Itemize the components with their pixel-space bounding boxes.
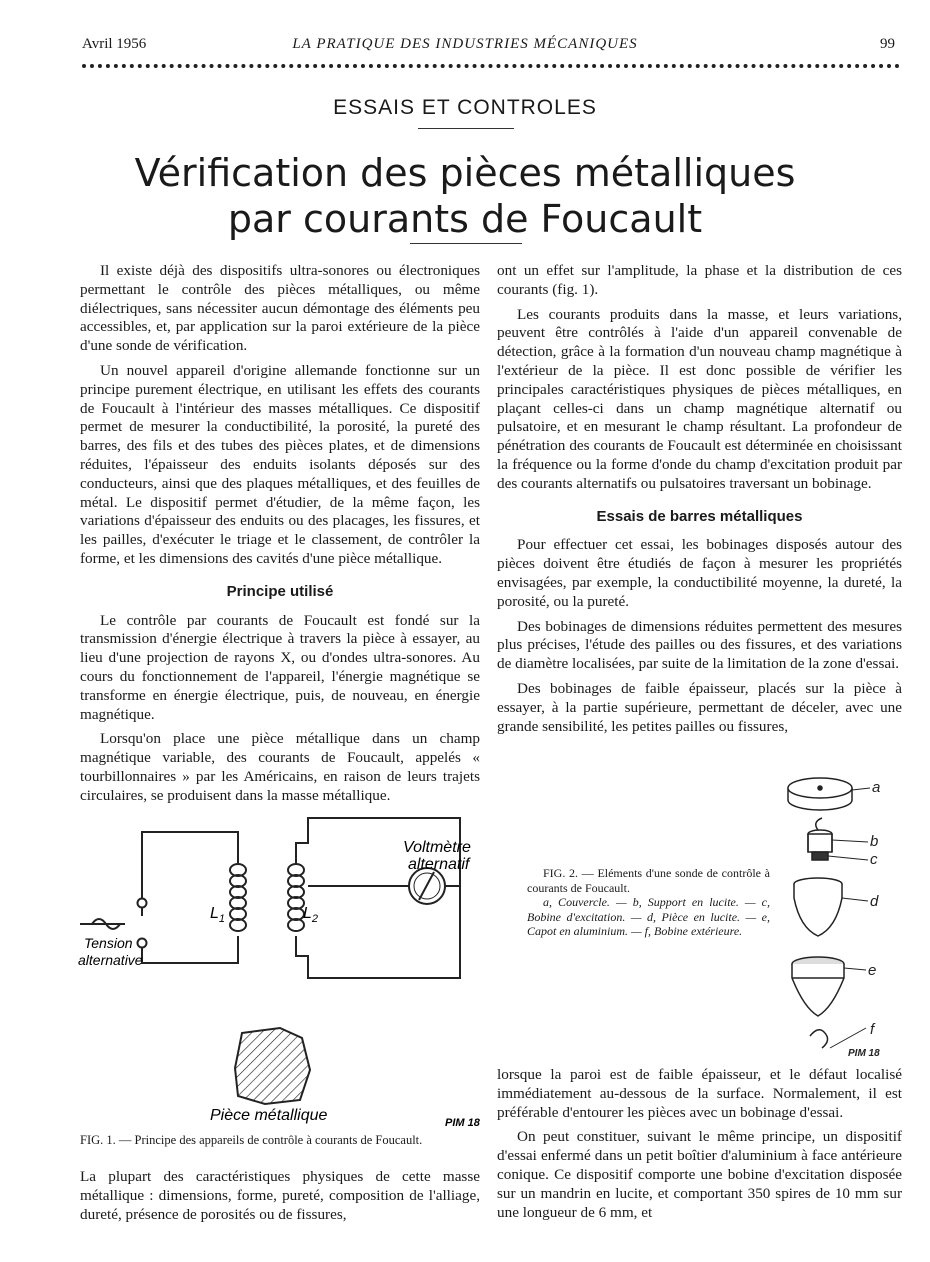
caption-prefix: FIG. 1. — [80, 1133, 132, 1147]
section-title: ESSAIS ET CONTROLES [333, 96, 597, 119]
article-title [0, 150, 930, 242]
paragraph: Lorsqu'on place une pièce métallique dans un champ magnétique variable, des courants de Foucault, appelés « tourbillonnaires » par les Américains, en raison de leurs trajets circulaires, se produisent dans la masse métallique. [80, 730, 480, 804]
label-l2: $L_2$ [303, 905, 319, 925]
probe-cover [788, 778, 852, 810]
caption-prefix: FIG. 2. — [543, 866, 594, 880]
primary-wire-bottom [142, 936, 238, 963]
left-column [80, 262, 480, 812]
secondary-wire-bottom [296, 886, 460, 978]
coil-l1 [230, 864, 246, 931]
paragraph: On peut constituer, suivant le même principe, un dispositif d'essai enfermé dans un petit boîtier d'aluminium à face antérieure conique. Ce dispositif comporte une bobine d'excitation disposée sur un mandrin en lucite, et comportant 350 spires de 10 mm sur une longueur de 6 mm, et [497, 1128, 902, 1221]
figure-1-caption [80, 1133, 480, 1148]
figure-1-ref: PIM 18 [445, 1117, 480, 1128]
section-underline [418, 128, 514, 129]
paragraph: Des bobinages de dimensions réduites permettent des mesures plus précises, l'étude des pailles ou des fissures, et des variations de diamètre localisées, par suite de la limitation de la zone d'essai. [497, 617, 902, 673]
label-tension-2: alternative [78, 952, 143, 968]
label-b: b [870, 833, 879, 850]
label-voltmeter-1: Voltmètre [403, 839, 471, 856]
label-l1: $L_1$ [210, 905, 226, 925]
label-voltmeter-2: alternatif [408, 856, 470, 873]
ac-source-icon [80, 919, 125, 929]
paragraph: Un nouvel appareil d'origine allemande fonctionne sur un principe purement électrique, en utilisant les effets des courants de Foucault à l'intérieur des masses métalliques. Ce dispositif permet de mesurer la conductibilité, la porosité, la pureté des barres, des fils et des tubes des pièces plates, et de dimensions réduites, l'épaisseur des enduits isolants déposés sur des conducteurs, ainsi que des plaques métalliques, et des feuilles de métal. Le dispositif permet d'étudier, de la même façon, les variations d'épaisseur des enduits ou des placages, les fissures, et les pailles, d'exécuter le triage et le classement, de contrôler la forme, et les dimensions des cavités d'une pièce métallique. [80, 361, 480, 567]
label-e: e [868, 962, 877, 979]
label-tension-1: Tension [84, 935, 133, 951]
right-column-continued [497, 1066, 902, 1228]
label-c: c [870, 851, 878, 868]
probe-aluminium-cap [792, 957, 844, 1016]
article-title-line-1: Vérification des pièces métalliques [134, 151, 796, 195]
header-journal-title: LA PRATIQUE DES INDUSTRIES MÉCANIQUES [292, 36, 638, 52]
paragraph: Pour effectuer cet essai, les bobinages disposés autour des pièces doivent être étudiés de façon à mesurer les propriétés envisagées, par exemple, la conductibilité moyenne, la dureté, la porosité, ou la pureté. [497, 536, 902, 610]
figure-2-caption [527, 866, 770, 939]
header-page-number: 99 [880, 36, 895, 52]
header-dotted-rule [82, 64, 900, 68]
probe-support-coil [808, 818, 832, 860]
figure-2-legend: a, Couvercle. — b, Support en lucite. — c, Bobine d'excitation. — d, Pièce en lucite. — e, Capot en aluminium. — f, Bobine extérieure. [527, 895, 770, 938]
metal-piece-shape [235, 1028, 310, 1104]
label-a: a [872, 779, 881, 796]
header-date: Avril 1956 [82, 36, 147, 52]
caption-text: Eléments d'une sonde de contrôle à courants de Foucault. [527, 866, 771, 895]
paragraph: La plupart des caractéristiques physiques de cette masse métallique : dimensions, forme, pureté, composition de l'alliage, dureté, présence de porosités ou de fissures, [80, 1168, 480, 1223]
paragraph: Le contrôle par courants de Foucault est fondé sur la transmission d'énergie électrique à travers la pièce à essayer, au lieu d'une projection de rayons X, ou d'ondes ultra-sonores. Au cours du fonctionnement de l'appareil, l'énergie magnétique se transforme en énergie électrique, puis, de nouveau, en énergie magnétique. [80, 611, 480, 723]
primary-wire-top [142, 832, 238, 903]
probe-external-coil [810, 1030, 828, 1048]
paragraph: Des bobinages de faible épaisseur, placés sur la pièce à essayer, à la partie supérieure, permettant de déceler, avec une grande sensibilité, les petites pailles ou fissures, [497, 679, 902, 735]
paragraph: lorsque la paroi est de faible épaisseur, et le défaut localisé immédiatement au-dessous de la surface. Normalement, il est préférable d'entourer les pièces avec un bobinage d'essai. [497, 1066, 902, 1121]
paragraph: Les courants produits dans la masse, et leurs variations, peuvent être contrôlés à l'aide d'un appareil convenable de détection, grâce à la formation d'un nouveau champ magnétique à l'extérieur de la pièce. Il est donc possible de vérifier les principales caractéristiques physiques de pièces métalliques, en plaçant celles-ci dans un champ magnétique alternatif ou pulsatoire, et en mesurant le champ résultant. La profondeur de pénétration des courants de Foucault est déterminée en choisissant la fréquence ou la forme d'onde du champ d'excitation produit par des courants alternatifs ou pulsatoires traversant un bobinage. [497, 305, 902, 492]
left-column-continued [80, 1168, 480, 1230]
label-metal-piece: Pièce métallique [210, 1107, 328, 1124]
label-d: d [870, 893, 879, 910]
paragraph: Il existe déjà des dispositifs ultra-sonores ou électroniques permettant le contrôle des pièces métalliques, ou même diélectriques, sans nécessiter aucun démontage des éléments peu accessibles, et, par application sur la paroi extérieure de la pièce d'une sonde de vérification. [80, 262, 480, 355]
terminal-bottom [138, 939, 147, 948]
figure-2-diagram [770, 768, 905, 1060]
right-column [497, 262, 902, 742]
label-f: f [870, 1021, 875, 1038]
figure-2-ref: PIM 18 [848, 1048, 880, 1059]
title-underline [410, 243, 522, 244]
subheading-essais: Essais de barres métalliques [596, 507, 803, 525]
terminal-top [138, 899, 147, 908]
subheading-principe: Principe utilisé [226, 582, 334, 600]
article-title-line-2: par courants de Foucault [227, 197, 703, 241]
coil-l2 [288, 864, 304, 931]
figure-1-diagram [70, 808, 490, 1128]
paragraph: ont un effet sur l'amplitude, la phase et la distribution de ces courants (fig. 1). [497, 262, 902, 298]
caption-text: Principe des appareils de contrôle à courants de Foucault. [134, 1133, 423, 1147]
probe-lucite-piece [794, 878, 842, 936]
